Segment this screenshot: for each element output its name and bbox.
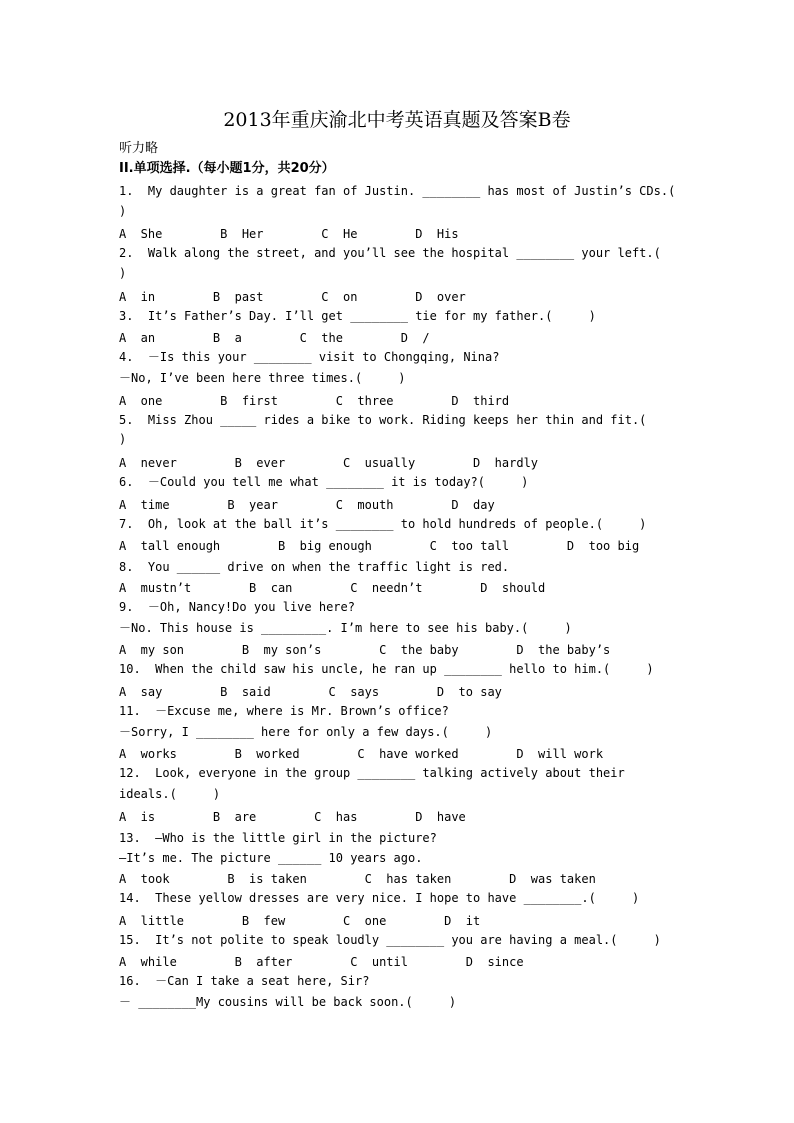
question-line: 4. －Is this your ________ visit to Chongqing, Nina? — [119, 350, 500, 364]
question-line: －No. This house is _________. I’m here to see his baby.( ) — [119, 621, 572, 635]
answer-options: A She B Her C He D His — [119, 227, 459, 241]
question-line: —It’s me. The picture ______ 10 years ago. — [119, 851, 423, 865]
answer-options: A mustn’t B can C needn’t D should — [119, 581, 546, 595]
answer-options: A is B are C has D have — [119, 810, 466, 824]
answer-options: A tall enough B big enough C too tall D too big — [119, 539, 640, 553]
question-line: ideals.( ) — [119, 787, 221, 801]
document-title: 2013年重庆渝北中考英语真题及答案B卷 — [223, 109, 571, 131]
answer-options: A an B a C the D / — [119, 331, 430, 345]
answer-options: A took B is taken C has taken D was taken — [119, 872, 596, 886]
answer-options: A while B after C until D since — [119, 955, 524, 969]
question-line: －No, I’ve been here three times.( ) — [119, 371, 406, 385]
question-line: 12. Look, everyone in the group ________ talking actively about their — [119, 766, 625, 780]
question-line: 9. －Oh, Nancy!Do you live here? — [119, 600, 355, 614]
answer-options: A little B few C one D it — [119, 914, 481, 928]
question-line: 15. It’s not polite to speak loudly ________ you are having a meal.( ) — [119, 933, 661, 947]
question-line: ) — [119, 204, 127, 218]
question-line: 8. You ______ drive on when the traffic light is red. — [119, 560, 510, 574]
answer-options: A my son B my son’s C the baby D the baby’s — [119, 643, 611, 657]
question-line: － ________My cousins will be back soon.( ) — [119, 995, 457, 1009]
question-line: －Sorry, I ________ here for only a few days.( ) — [119, 725, 493, 739]
question-line: 6. －Could you tell me what ________ it is today?( ) — [119, 475, 529, 489]
question-line: 14. These yellow dresses are very nice. I hope to have ________.( ) — [119, 891, 640, 905]
question-line: ) — [119, 266, 127, 280]
answer-options: A say B said C says D to say — [119, 685, 502, 699]
question-line: 5. Miss Zhou _____ rides a bike to work. Riding keeps her thin and fit.( — [119, 413, 647, 427]
answer-options: A never B ever C usually D hardly — [119, 456, 539, 470]
question-line: 10. When the child saw his uncle, he ran up ________ hello to him.( ) — [119, 662, 654, 676]
answer-options: A works B worked C have worked D will work — [119, 747, 604, 761]
answer-options: A one B first C three D third — [119, 394, 510, 408]
question-line: 11. －Excuse me, where is Mr. Brown’s office? — [119, 704, 449, 718]
question-line: 3. It’s Father’s Day. I’ll get ________ tie for my father.( ) — [119, 309, 596, 323]
question-line: 13. —Who is the little girl in the picture? — [119, 831, 437, 845]
question-line: 2. Walk along the street, and you’ll see the hospital ________ your left.( — [119, 246, 661, 260]
question-line: 1. My daughter is a great fan of Justin. ________ has most of Justin’s CDs.( — [119, 184, 676, 198]
question-line: 7. Oh, look at the ball it’s ________ to hold hundreds of people.( ) — [119, 517, 647, 531]
answer-options: A time B year C mouth D day — [119, 498, 495, 512]
question-line: ) — [119, 432, 127, 446]
listening-note: 听力略 — [119, 141, 159, 156]
answer-options: A in B past C on D over — [119, 290, 466, 304]
section-heading: II.单项选择.（每小题1分，共20分） — [119, 161, 335, 176]
question-line: 16. －Can I take a seat here, Sir? — [119, 974, 370, 988]
